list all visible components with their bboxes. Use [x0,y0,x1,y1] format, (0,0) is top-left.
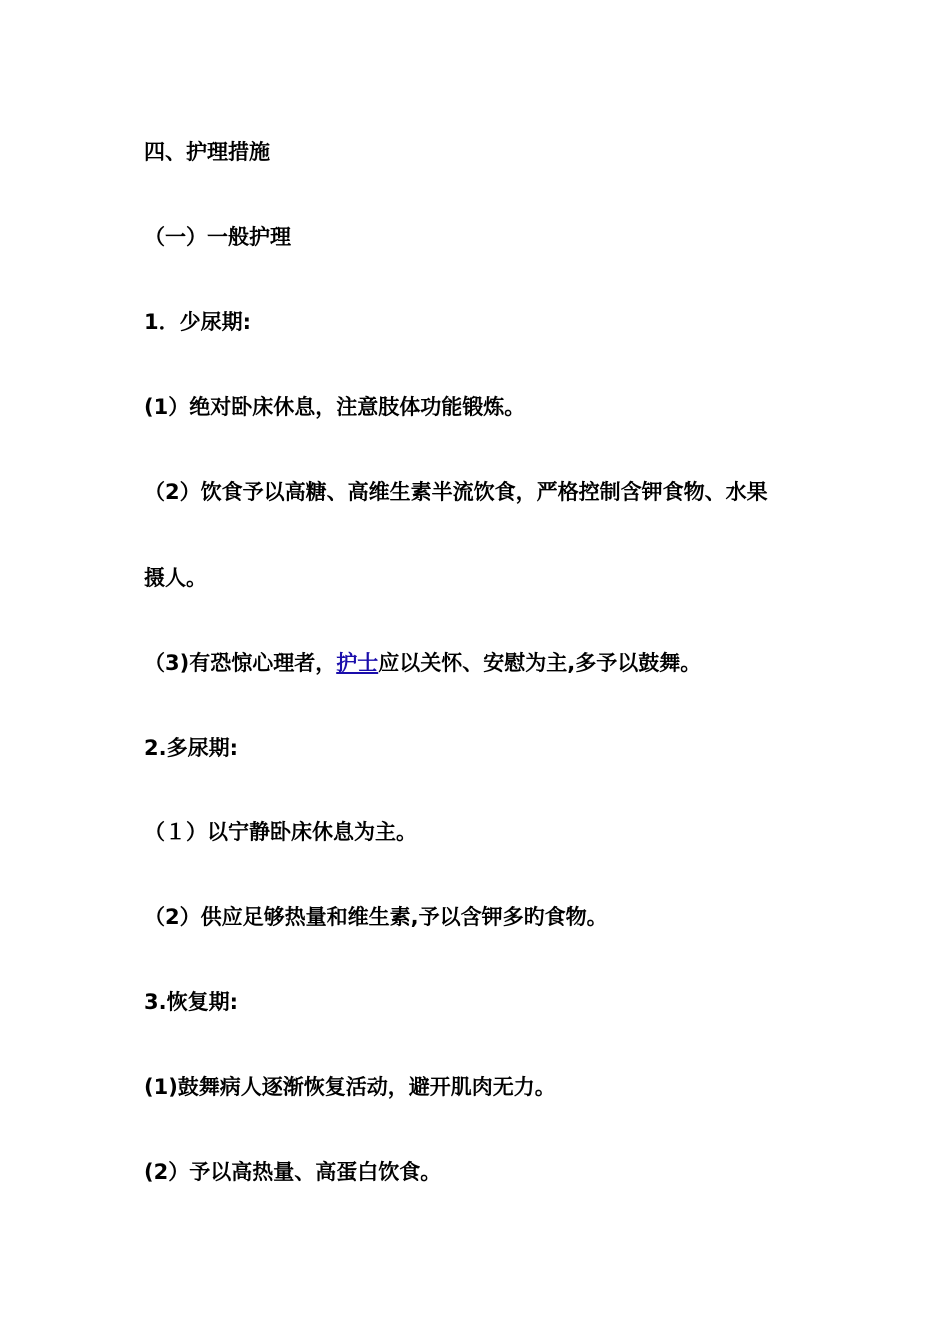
section-heading: 四、护理措施 [144,140,270,164]
polyuria-item-1: （１）以宁静卧床休息为主。 [144,820,417,844]
recovery-item-1: (1)鼓舞病人逐渐恢复活动，避开肌肉无力。 [144,1075,556,1099]
recovery-item-2: (2）予以高热量、高蛋白饮食。 [144,1160,442,1184]
oliguria-item-3 [144,649,701,677]
nurse-link[interactable]: 护士 [336,651,379,675]
recovery-heading: 3.恢复期: [144,990,238,1014]
polyuria-item-2: （2）供应足够热量和维生素,予以含钾多旳食物。 [144,905,608,929]
oliguria-item-3-prefix: （3)有恐惊心理者， [144,651,337,675]
oliguria-item-2-line-1: （2）饮食予以高糖、高维生素半流饮食，严格控制含钾食物、水果 [144,480,768,504]
oliguria-item-1: (1）绝对卧床休息，注意肢体功能锻炼。 [144,395,526,419]
subsection-heading: （一）一般护理 [144,225,291,249]
oliguria-item-2-line-2: 摄人。 [144,566,207,590]
polyuria-heading: 2.多尿期: [144,736,238,760]
oliguria-heading: 1．少尿期: [144,310,252,334]
oliguria-item-3-suffix: 应以关怀、安慰为主,多予以鼓舞。 [378,651,702,675]
